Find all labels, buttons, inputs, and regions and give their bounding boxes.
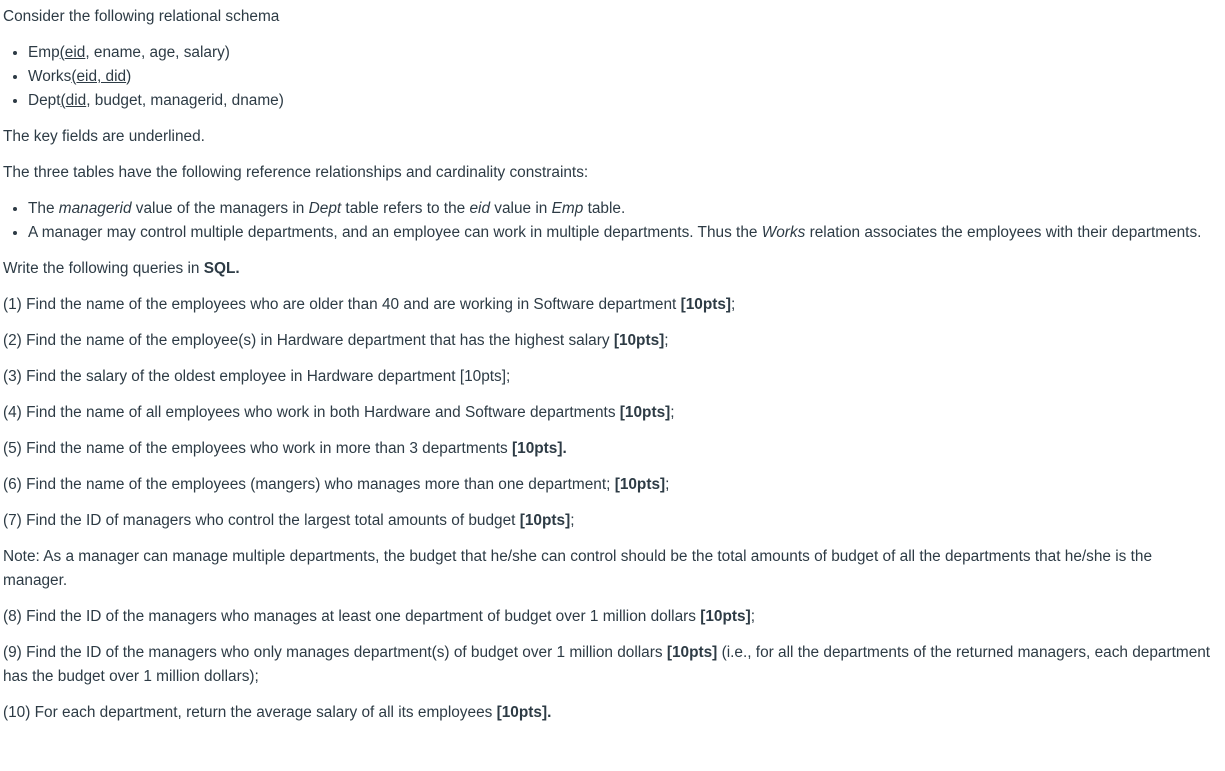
schema-list: [3, 41, 1217, 113]
query-7: (7) Find the ID of managers who control the largest total amounts of budget [10pts];: [3, 512, 575, 529]
query-5: (5) Find the name of the employees who work in more than 3 departments [10pts].: [3, 440, 567, 457]
points-label: [10pts]: [614, 476, 666, 493]
query-10: (10) For each department, return the average salary of all its employees [10pts].: [3, 704, 552, 721]
key-note: The key fields are underlined.: [3, 128, 205, 145]
query-4: (4) Find the name of all employees who work in both Hardware and Software departments [10pts];: [3, 404, 675, 421]
query-9: (9) Find the ID of the managers who only manages department(s) of budget over 1 million dollars [10pts] (i.e., for all the departments of the returned managers, each department has the budget over 1 million dollars);: [3, 644, 1211, 685]
budget-note: Note: As a manager can manage multiple departments, the budget that he/she can control should be the total amounts of budget of all the departments that he/she is the manager.: [3, 548, 1153, 589]
query-6: (6) Find the name of the employees (mangers) who manages more than one department; [10pts];: [3, 476, 670, 493]
points-label: [10pts]: [619, 404, 671, 421]
points-label: [10pts]: [613, 332, 665, 349]
relationship-item: • The managerid value of the managers in Dept table refers to the eid value in Emp table.: [28, 197, 1217, 221]
schema-item-dept: • Dept(did, budget, managerid, dname): [28, 89, 1217, 113]
schema-item-works: • Works(eid, did): [28, 65, 1217, 89]
query-1: (1) Find the name of the employees who are older than 40 and are working in Software department [10pts];: [3, 296, 736, 313]
write-instruction: Write the following queries in SQL.: [3, 260, 240, 277]
key-field: did: [65, 92, 87, 109]
relationships-intro: The three tables have the following reference relationships and cardinality constraints:: [3, 164, 589, 181]
points-label: [10pts]: [700, 608, 751, 625]
points-label: [10pts]: [519, 512, 571, 529]
points-label: [10pts].: [512, 440, 567, 457]
intro-text: Consider the following relational schema: [3, 8, 280, 25]
key-field: eid, did: [76, 68, 127, 85]
points-label: [10pts]: [666, 644, 718, 661]
points-label: [10pts].: [496, 704, 552, 721]
query-2: (2) Find the name of the employee(s) in Hardware department that has the highest salary [10pts];: [3, 332, 669, 349]
schema-item-emp: • Emp(eid, ename, age, salary): [28, 41, 1217, 65]
relationship-item: • A manager may control multiple departments, and an employee can work in multiple departments. Thus the Works relation associates the employees with their departments.: [28, 221, 1217, 245]
key-field: eid: [64, 44, 86, 61]
query-8: (8) Find the ID of the managers who manages at least one department of budget over 1 million dollars [10pts];: [3, 608, 755, 625]
points-label: [10pts]: [680, 296, 732, 313]
relationships-list: [3, 197, 1217, 245]
query-3: (3) Find the salary of the oldest employee in Hardware department [10pts];: [3, 368, 511, 385]
